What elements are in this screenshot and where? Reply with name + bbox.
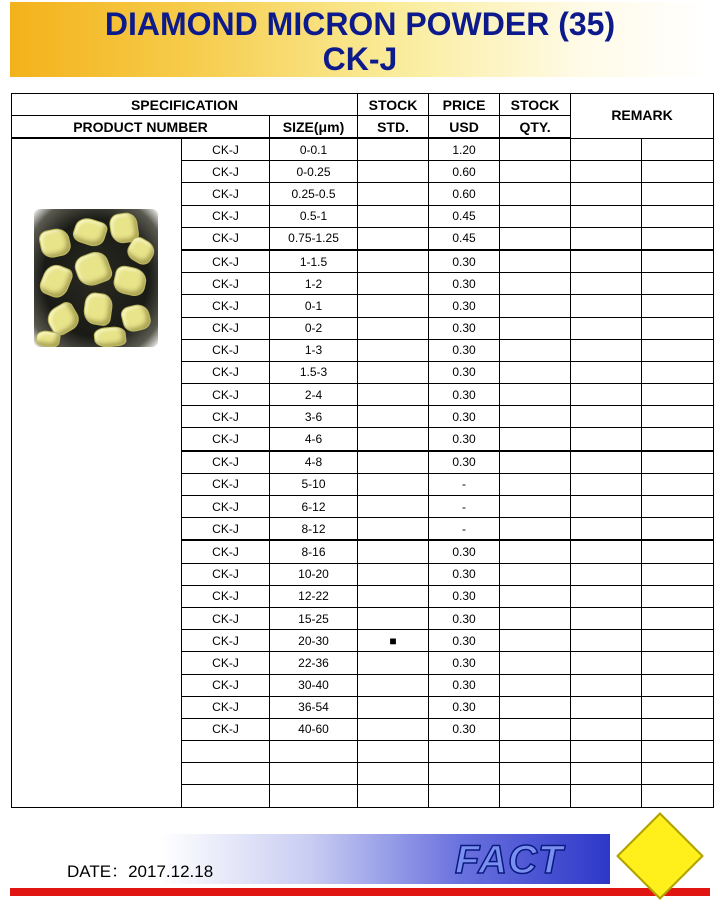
product-number-cell: CK-J xyxy=(182,295,270,317)
remark-cell-b xyxy=(642,473,714,495)
diamond-grain xyxy=(71,215,109,250)
stock-std-cell xyxy=(358,785,429,807)
size-cell: 0-2 xyxy=(270,317,358,339)
stock-std-cell xyxy=(358,540,429,563)
remark-cell-b xyxy=(642,763,714,785)
price-cell: 0.30 xyxy=(429,339,500,361)
remark-cell-b xyxy=(642,138,714,161)
size-cell: 10-20 xyxy=(270,563,358,585)
stock-std-cell xyxy=(358,473,429,495)
product-number-cell: CK-J xyxy=(182,273,270,295)
size-cell: 40-60 xyxy=(270,718,358,740)
remark-cell-b xyxy=(642,183,714,205)
remark-cell-a xyxy=(571,630,642,652)
remark-cell-a xyxy=(571,273,642,295)
size-cell: 0-1 xyxy=(270,295,358,317)
stock-qty-cell xyxy=(500,630,571,652)
remark-cell-b xyxy=(642,718,714,740)
product-number-cell: CK-J xyxy=(182,428,270,451)
stock-qty-cell xyxy=(500,183,571,205)
stock-qty-cell xyxy=(500,496,571,518)
product-number-cell: CK-J xyxy=(182,205,270,227)
size-cell xyxy=(270,763,358,785)
price-cell: 0.30 xyxy=(429,361,500,383)
price-cell: 0.30 xyxy=(429,406,500,428)
product-number-cell: CK-J xyxy=(182,406,270,428)
stock-qty-cell xyxy=(500,652,571,674)
stock-qty-cell xyxy=(500,674,571,696)
size-cell: 0-0.25 xyxy=(270,161,358,183)
price-cell: 0.30 xyxy=(429,652,500,674)
stock-std-cell xyxy=(358,295,429,317)
price-cell: 0.30 xyxy=(429,273,500,295)
diamond-grain xyxy=(72,248,115,290)
remark-cell-a xyxy=(571,607,642,629)
stock-qty-cell xyxy=(500,361,571,383)
price-cell: 0.30 xyxy=(429,451,500,474)
diamond-logo-icon xyxy=(616,812,704,900)
price-cell: 0.30 xyxy=(429,250,500,273)
remark-cell-a xyxy=(571,339,642,361)
size-cell: 4-6 xyxy=(270,428,358,451)
size-cell: 0-0.1 xyxy=(270,138,358,161)
header-remark: REMARK xyxy=(571,94,714,139)
title-banner xyxy=(10,2,710,77)
diamond-grain xyxy=(82,291,114,327)
size-cell: 1-2 xyxy=(270,273,358,295)
stock-qty-cell xyxy=(500,161,571,183)
header-stock-qty-top: STOCK xyxy=(500,94,571,116)
price-cell: 0.30 xyxy=(429,295,500,317)
price-cell: 0.30 xyxy=(429,630,500,652)
remark-cell-a xyxy=(571,473,642,495)
product-number-cell: CK-J xyxy=(182,518,270,541)
spec-table xyxy=(11,93,714,808)
stock-std-cell: ■ xyxy=(358,630,429,652)
stock-qty-cell xyxy=(500,205,571,227)
product-number-cell: CK-J xyxy=(182,674,270,696)
product-number-cell: CK-J xyxy=(182,630,270,652)
remark-cell-a xyxy=(571,652,642,674)
stock-std-cell xyxy=(358,451,429,474)
stock-qty-cell xyxy=(500,741,571,763)
remark-cell-b xyxy=(642,428,714,451)
header-specification: SPECIFICATION xyxy=(12,94,358,116)
fact-logo: FACT xyxy=(455,838,564,882)
size-cell: 0.75-1.25 xyxy=(270,227,358,250)
product-number-cell: CK-J xyxy=(182,607,270,629)
stock-std-cell xyxy=(358,183,429,205)
product-number-cell: CK-J xyxy=(182,585,270,607)
product-number-cell: CK-J xyxy=(182,384,270,406)
remark-cell-b xyxy=(642,273,714,295)
remark-cell-b xyxy=(642,295,714,317)
remark-cell-b xyxy=(642,585,714,607)
stock-std-cell xyxy=(358,741,429,763)
remark-cell-b xyxy=(642,496,714,518)
remark-cell-a xyxy=(571,718,642,740)
remark-cell-a xyxy=(571,428,642,451)
price-cell: 0.30 xyxy=(429,696,500,718)
remark-cell-a xyxy=(571,361,642,383)
stock-qty-cell xyxy=(500,585,571,607)
diamond-grain xyxy=(111,264,148,298)
stock-qty-cell xyxy=(500,406,571,428)
stock-std-cell xyxy=(358,317,429,339)
stock-qty-cell xyxy=(500,250,571,273)
diamond-grain xyxy=(93,325,127,347)
size-cell: 15-25 xyxy=(270,607,358,629)
remark-cell-a xyxy=(571,384,642,406)
stock-qty-cell xyxy=(500,785,571,807)
product-number-cell: CK-J xyxy=(182,696,270,718)
remark-cell-a xyxy=(571,317,642,339)
stock-qty-cell xyxy=(500,138,571,161)
product-number-cell: CK-J xyxy=(182,161,270,183)
remark-cell-b xyxy=(642,540,714,563)
remark-cell-b xyxy=(642,652,714,674)
stock-qty-cell xyxy=(500,563,571,585)
footer-red-rule xyxy=(10,888,710,896)
remark-cell-b xyxy=(642,451,714,474)
product-number-cell: CK-J xyxy=(182,250,270,273)
product-number-cell: CK-J xyxy=(182,183,270,205)
stock-qty-cell xyxy=(500,428,571,451)
page-title: DIAMOND MICRON POWDER (35) xyxy=(104,6,616,42)
remark-cell-b xyxy=(642,227,714,250)
product-number-cell: CK-J xyxy=(182,339,270,361)
remark-cell-b xyxy=(642,406,714,428)
stock-std-cell xyxy=(358,161,429,183)
stock-qty-cell xyxy=(500,451,571,474)
stock-std-cell xyxy=(358,563,429,585)
remark-cell-a xyxy=(571,763,642,785)
size-cell: 2-4 xyxy=(270,384,358,406)
price-cell: 0.45 xyxy=(429,227,500,250)
remark-cell-b xyxy=(642,361,714,383)
remark-cell-a xyxy=(571,250,642,273)
stock-std-cell xyxy=(358,696,429,718)
stock-std-cell xyxy=(358,205,429,227)
stock-std-cell xyxy=(358,674,429,696)
diamond-powder-photo xyxy=(34,209,158,347)
product-number-cell xyxy=(182,741,270,763)
size-cell: 4-8 xyxy=(270,451,358,474)
remark-cell-b xyxy=(642,563,714,585)
price-cell: - xyxy=(429,518,500,541)
price-cell: 0.60 xyxy=(429,183,500,205)
product-number-cell: CK-J xyxy=(182,317,270,339)
remark-cell-a xyxy=(571,785,642,807)
size-cell: 8-16 xyxy=(270,540,358,563)
stock-std-cell xyxy=(358,138,429,161)
stock-std-cell xyxy=(358,763,429,785)
remark-cell-b xyxy=(642,518,714,541)
remark-cell-a xyxy=(571,585,642,607)
stock-std-cell xyxy=(358,273,429,295)
stock-std-cell xyxy=(358,227,429,250)
remark-cell-a xyxy=(571,563,642,585)
stock-std-cell xyxy=(358,361,429,383)
price-cell: 0.30 xyxy=(429,563,500,585)
product-number-cell: CK-J xyxy=(182,451,270,474)
price-cell: 0.30 xyxy=(429,585,500,607)
remark-cell-b xyxy=(642,384,714,406)
remark-cell-b xyxy=(642,630,714,652)
price-cell: 0.30 xyxy=(429,607,500,629)
size-cell: 12-22 xyxy=(270,585,358,607)
price-cell: 0.60 xyxy=(429,161,500,183)
price-cell: 0.30 xyxy=(429,428,500,451)
size-cell: 20-30 xyxy=(270,630,358,652)
stock-std-cell xyxy=(358,585,429,607)
product-number-cell: CK-J xyxy=(182,718,270,740)
size-cell: 1.5-3 xyxy=(270,361,358,383)
product-number-cell xyxy=(182,763,270,785)
stock-std-cell xyxy=(358,428,429,451)
remark-cell-a xyxy=(571,540,642,563)
size-cell xyxy=(270,741,358,763)
header-stock-std-bottom: STD. xyxy=(358,116,429,139)
stock-std-cell xyxy=(358,250,429,273)
page-subtitle: CK-J xyxy=(322,41,398,77)
remark-cell-b xyxy=(642,317,714,339)
header-stock-qty-bottom: QTY. xyxy=(500,116,571,139)
remark-cell-a xyxy=(571,227,642,250)
price-cell: 0.45 xyxy=(429,205,500,227)
size-cell: 22-36 xyxy=(270,652,358,674)
remark-cell-b xyxy=(642,674,714,696)
header-product-number: PRODUCT NUMBER xyxy=(12,116,270,139)
header-size: SIZE(μm) xyxy=(270,116,358,139)
remark-cell-a xyxy=(571,741,642,763)
stock-std-cell xyxy=(358,718,429,740)
spec-table-body xyxy=(12,138,714,807)
size-cell: 3-6 xyxy=(270,406,358,428)
product-number-cell: CK-J xyxy=(182,473,270,495)
product-number-cell: CK-J xyxy=(182,138,270,161)
stock-qty-cell xyxy=(500,227,571,250)
stock-std-cell xyxy=(358,496,429,518)
stock-std-cell xyxy=(358,339,429,361)
remark-cell-a xyxy=(571,496,642,518)
size-cell: 5-10 xyxy=(270,473,358,495)
header-price-top: PRICE xyxy=(429,94,500,116)
stock-std-cell xyxy=(358,518,429,541)
header-stock-std-top: STOCK xyxy=(358,94,429,116)
stock-qty-cell xyxy=(500,339,571,361)
remark-cell-a xyxy=(571,696,642,718)
remark-cell-b xyxy=(642,607,714,629)
size-cell: 36-54 xyxy=(270,696,358,718)
product-number-cell: CK-J xyxy=(182,652,270,674)
remark-cell-a xyxy=(571,138,642,161)
size-cell: 1-1.5 xyxy=(270,250,358,273)
remark-cell-b xyxy=(642,205,714,227)
size-cell: 8-12 xyxy=(270,518,358,541)
remark-cell-a xyxy=(571,205,642,227)
header-price-bottom: USD xyxy=(429,116,500,139)
stock-qty-cell xyxy=(500,763,571,785)
remark-cell-b xyxy=(642,741,714,763)
stock-qty-cell xyxy=(500,540,571,563)
remark-cell-a xyxy=(571,406,642,428)
remark-cell-a xyxy=(571,451,642,474)
remark-cell-a xyxy=(571,674,642,696)
price-cell xyxy=(429,785,500,807)
stock-qty-cell xyxy=(500,317,571,339)
price-cell: - xyxy=(429,496,500,518)
product-number-cell: CK-J xyxy=(182,496,270,518)
remark-cell-b xyxy=(642,161,714,183)
diamond-grain xyxy=(37,226,72,260)
size-cell: 6-12 xyxy=(270,496,358,518)
size-cell: 1-3 xyxy=(270,339,358,361)
product-number-cell: CK-J xyxy=(182,227,270,250)
size-cell xyxy=(270,785,358,807)
price-cell: 0.30 xyxy=(429,317,500,339)
product-number-cell: CK-J xyxy=(182,563,270,585)
price-cell: 1.20 xyxy=(429,138,500,161)
price-cell: 0.30 xyxy=(429,540,500,563)
price-cell: 0.30 xyxy=(429,718,500,740)
remark-cell-b xyxy=(642,785,714,807)
stock-qty-cell xyxy=(500,696,571,718)
stock-std-cell xyxy=(358,652,429,674)
product-photo-cell xyxy=(12,138,182,807)
remark-cell-a xyxy=(571,518,642,541)
stock-std-cell xyxy=(358,384,429,406)
diamond-grain xyxy=(37,261,75,301)
size-cell: 30-40 xyxy=(270,674,358,696)
product-number-cell xyxy=(182,785,270,807)
stock-std-cell xyxy=(358,406,429,428)
size-cell: 0.5-1 xyxy=(270,205,358,227)
price-cell xyxy=(429,763,500,785)
product-number-cell: CK-J xyxy=(182,540,270,563)
footer-date: DATE：2017.12.18 xyxy=(67,862,214,881)
stock-std-cell xyxy=(358,607,429,629)
table-row xyxy=(12,138,714,161)
remark-cell-b xyxy=(642,250,714,273)
price-cell xyxy=(429,741,500,763)
remark-cell-b xyxy=(642,696,714,718)
remark-cell-b xyxy=(642,339,714,361)
remark-cell-a xyxy=(571,183,642,205)
stock-qty-cell xyxy=(500,607,571,629)
stock-qty-cell xyxy=(500,384,571,406)
size-cell: 0.25-0.5 xyxy=(270,183,358,205)
remark-cell-a xyxy=(571,161,642,183)
stock-qty-cell xyxy=(500,718,571,740)
product-number-cell: CK-J xyxy=(182,361,270,383)
stock-qty-cell xyxy=(500,518,571,541)
spec-table-container xyxy=(11,93,713,809)
price-cell: - xyxy=(429,473,500,495)
remark-cell-a xyxy=(571,295,642,317)
stock-qty-cell xyxy=(500,473,571,495)
price-cell: 0.30 xyxy=(429,384,500,406)
stock-qty-cell xyxy=(500,295,571,317)
stock-qty-cell xyxy=(500,273,571,295)
price-cell: 0.30 xyxy=(429,674,500,696)
diamond-grain xyxy=(35,329,61,347)
